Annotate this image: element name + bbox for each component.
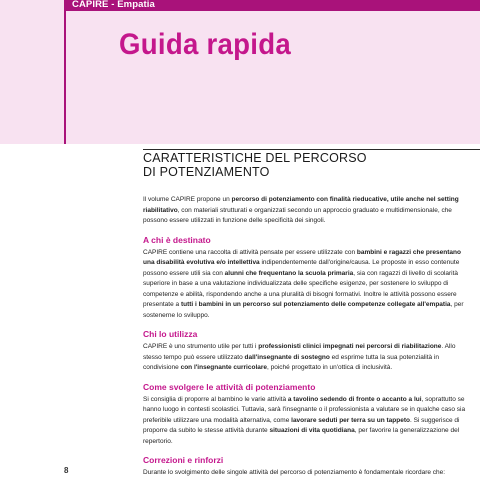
section-heading: A chi è destinato <box>143 234 211 245</box>
text-run: , per favorire la generalizzazione del repertorio. <box>143 427 460 445</box>
intro-text-3: , con materiali strutturati e organizzati secondo un approccio graduato e multidimensionale, che possono essere utilizzati in funzione delle specificità dei singoli. <box>143 206 452 224</box>
bold-text: dall'insegnante di sostegno <box>244 353 330 361</box>
text-run: . Si suggerisce di proporre da subito le stesse attività durante <box>143 416 460 434</box>
section-paragraph <box>143 468 469 479</box>
section-divider <box>143 149 480 150</box>
sections <box>143 235 469 479</box>
text-run: ed esprime tutta la sua potenzialità in condivisione <box>143 353 439 371</box>
bold-text: a tavolino sedendo di fronte o accanto a lui <box>287 395 422 403</box>
text-run: . Allo stesso tempo può essere utilizzato <box>143 343 456 361</box>
header-vertical-rule <box>64 11 66 144</box>
section-paragraph <box>143 395 469 448</box>
section-title <box>143 151 443 179</box>
section-paragraph <box>143 342 469 374</box>
text-run: indipendentemente dall'origine/causa. Le proposte in esso contenute possono essere utili sia con <box>143 259 460 277</box>
text-run: , sia con ragazzi di livello di scolarità superiore in base a una valutazione individualizzata delle specifiche esigenze, per sostenere lo sviluppo di competenze e abilità, rispondendo anche a una pluralità di bisogni formativi. Inoltre le attività possono essere presentate a <box>143 269 459 308</box>
bold-text: bambini e ragazzi che presentano una disabilità evolutiva e/o intellettiva <box>143 248 461 266</box>
header-band <box>0 0 480 144</box>
text-run: CAPIRE è uno strumento utile per tutti i <box>143 343 259 350</box>
page-title: Guida rapida <box>119 28 292 61</box>
section-heading: Correzioni e rinforzi <box>143 455 224 465</box>
intro-text-2: percorso di potenziamento con finalità rieducative, utile anche nel setting riabilitativo <box>143 196 459 214</box>
intro-text-1: Il volume CAPIRE propone un <box>143 196 232 203</box>
page-number: 8 <box>64 466 69 475</box>
text-run: Durante lo svolgimento delle singole attività del percorso di potenziamento è fondamentale ricordare che: <box>143 469 446 476</box>
text-run: , per sostenerne lo sviluppo. <box>143 301 464 319</box>
bold-text: alunni che frequentano la scuola primaria <box>224 269 354 277</box>
bold-text: professionisti clinici impegnati nei percorsi di riabilitazione <box>258 343 442 350</box>
section-paragraph <box>143 248 469 322</box>
section-heading: Come svolgere le attività di potenziamento <box>143 381 316 392</box>
section-title-line-1: CARATTERISTICHE DEL PERCORSO <box>143 151 367 165</box>
running-header-bar <box>64 0 480 11</box>
section-heading: Chi lo utilizza <box>143 329 198 339</box>
text-run: , poiché progettato in un'ottica di inclusività. <box>267 364 393 371</box>
bold-text: lavorare seduti per terra su un tappeto <box>291 416 410 424</box>
text-run: , soprattutto se hanno luogo in contesti scolastici. Tuttavia, sarà l'insegnante o il professionista a valutare se in qualche caso sia preferibile utilizzare una modalità alternativa, come <box>143 395 466 424</box>
text-run: CAPIRE contiene una raccolta di attività pensate per essere utilizzate con <box>143 248 357 256</box>
body-text <box>143 195 469 479</box>
section-title-line-2: DI POTENZIAMENTO <box>143 165 270 179</box>
intro-paragraph <box>143 195 469 227</box>
bold-text: situazioni di vita quotidiana <box>269 427 355 434</box>
text-run: Si consiglia di proporre al bambino le varie attività <box>143 395 288 403</box>
bold-text: con l'insegnante curricolare <box>180 364 268 371</box>
bold-text: tutti i bambini in un percorso sul potenziamento delle competenze collegate all'empatia <box>180 301 451 308</box>
running-title: CAPIRE - Empatia <box>72 0 155 10</box>
